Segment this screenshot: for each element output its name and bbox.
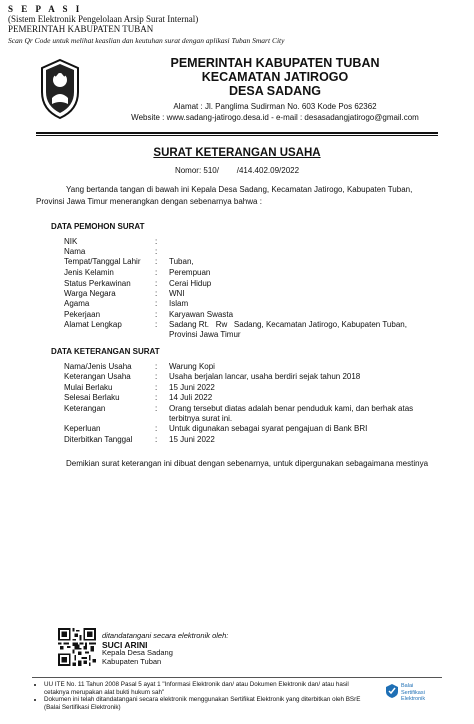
business-row: Keterangan Usaha : Usaha berjalan lancar, usaha berdiri sejak tahun 2018 [64, 372, 434, 382]
field-label: Mulai Berlaku [64, 383, 113, 392]
business-row: Nama/Jenis Usaha : Warung Kopi [64, 362, 434, 372]
field-label: Tempat/Tanggal Lahir [64, 257, 141, 266]
verification-note: Scan Qr Code untuk melihat keaslian dan keutuhan surat dengan aplikasi Tuban Smart City [8, 36, 285, 45]
footer-note: • UU ITE No. 11 Tahun 2008 Pasal 5 ayat 1 "Informasi Elektronik dan/ atau Dokumen Elektronik dan/ atau hasil cetaknya merupakan alat bukti hukum sah" [44, 681, 364, 696]
applicant-row: Pekerjaan : Karyawan Swasta [64, 310, 434, 320]
letterhead-website: Website : www.sadang-jatirogo.desa.id - e-mail : desasadangjatirogo@gmail.com [131, 113, 419, 122]
field-label: Jenis Kelamin [64, 268, 114, 277]
field-label: Nama/Jenis Usaha [64, 362, 132, 371]
field-value: 15 Juni 2022 [169, 383, 215, 392]
applicant-row: Agama : Islam [64, 299, 434, 309]
qr-code-icon [58, 628, 96, 666]
app-subtitle: (Sistem Elektronik Pengelolaan Arsip Surat Internal) [8, 14, 199, 24]
signer-region: Kabupaten Tuban [102, 656, 162, 666]
applicant-row: NIK : [64, 237, 434, 247]
bsre-logo-text: Balai [401, 683, 414, 689]
bsre-shield-icon [385, 683, 399, 699]
intro-paragraph: Yang bertanda tangan di bawah ini Kepala Desa Sadang, Kecamatan Jatirogo, Kabupaten Tuban, Provinsi Jawa Timur menerangkan dengan sebenarnya bahwa : [36, 185, 413, 206]
business-row: Mulai Berlaku : 15 Juni 2022 [64, 383, 434, 393]
e-signature-block [102, 632, 228, 666]
bsre-logo [385, 681, 445, 707]
applicant-row: Jenis Kelamin : Perempuan [64, 268, 434, 278]
field-value [169, 237, 434, 247]
field-label: Agama [64, 299, 90, 308]
tuban-emblem-icon [38, 58, 82, 120]
applicant-row: Alamat Lengkap : Sadang Rt. Rw Sadang, Kecamatan Jatirogo, Kabupaten Tuban, Provinsi Jawa Timur [64, 320, 434, 340]
letterhead-line-1: PEMERINTAH KABUPATEN TUBAN [170, 56, 380, 70]
field-value: 15 Juni 2022 [169, 435, 215, 444]
sepasi-header [8, 4, 284, 46]
field-label: Keterangan Usaha [64, 372, 131, 381]
field-label: Warga Negara [64, 289, 116, 298]
letterhead [90, 56, 460, 123]
letterhead-line-3: DESA SADANG [229, 84, 321, 98]
business-row: Diterbitkan Tanggal : 15 Juni 2022 [64, 435, 434, 445]
bsre-logo-text: Elektronik [401, 696, 426, 702]
field-value: WNI [169, 289, 185, 298]
header-divider-thin [36, 135, 438, 136]
app-org: PEMERINTAH KABUPATEN TUBAN [8, 24, 154, 34]
field-value: 14 Juli 2022 [169, 393, 213, 402]
signer-name: SUCI ARINI [102, 639, 148, 650]
applicant-row: Tempat/Tanggal Lahir : Tuban, [64, 257, 434, 267]
applicant-row: Warga Negara : WNI [64, 289, 434, 299]
field-label: Pekerjaan [64, 310, 101, 319]
field-value: Untuk digunakan sebagai syarat pengajuan di Bank BRI [169, 424, 368, 433]
letterhead-line-2: KECAMATAN JATIROGO [201, 70, 349, 84]
applicant-row: Nama : [64, 247, 434, 257]
bsre-logo-text: Sertifikasi [401, 689, 425, 696]
field-value: Usaha berjalan lancar, usaha berdiri sejak tahun 2018 [169, 372, 361, 381]
field-value: Perempuan [169, 268, 211, 277]
field-value: Karyawan Swasta [169, 310, 234, 319]
header-divider [36, 132, 438, 134]
footer-divider [32, 677, 442, 678]
field-value: Tuban, [169, 257, 194, 266]
field-label: Selesai Berlaku [64, 393, 120, 402]
signature-caption: ditandatangani secara elektronik oleh: [102, 631, 229, 640]
field-label: Nama [64, 247, 86, 256]
business-row: Selesai Berlaku : 14 Juli 2022 [64, 393, 434, 403]
applicant-row: Status Perkawinan : Cerai Hidup [64, 279, 434, 289]
field-value: Orang tersebut diatas adalah benar penduduk kami, dan berhak atas terbitnya surat ini. [169, 404, 414, 423]
footer-notes [34, 681, 364, 711]
field-label: Alamat Lengkap [64, 320, 122, 329]
field-label: Keperluan [64, 424, 101, 433]
field-value: Cerai Hidup [169, 279, 212, 288]
business-row: Keterangan : Orang tersebut diatas adalah benar penduduk kami, dan berhak atas terbitnya surat ini. [64, 404, 434, 424]
field-value: Sadang Rt. Rw Sadang, Kecamatan Jatirogo, Kabupaten Tuban, Provinsi Jawa Timur [169, 320, 410, 339]
letterhead-address: Alamat : Jl. Panglima Sudirman No. 603 Kode Pos 62362 [173, 102, 377, 111]
field-label: NIK [64, 237, 78, 246]
field-label: Keterangan [64, 404, 106, 413]
business-row: Keperluan : Untuk digunakan sebagai syarat pengajuan di Bank BRI [64, 424, 434, 434]
signer-position: Kepala Desa Sadang [102, 648, 173, 657]
document-title: SURAT KETERANGAN USAHA [153, 147, 321, 159]
section-heading-business: DATA KETERANGAN SURAT [51, 347, 160, 356]
field-label: Status Perkawinan [64, 279, 131, 288]
app-title: S E P A S I [8, 4, 83, 14]
field-value: Warung Kopi [169, 362, 215, 371]
footer-note: • Dokumen ini telah ditandatangani secara elektronik menggunakan Sertifikat Elektronik yang diterbitkan oleh BSrE (Balai Sertifikasi Elektronik) [44, 696, 364, 711]
document-number: Nomor: 510/ /414.402.09/2022 [174, 166, 300, 175]
section-heading-applicant: DATA PEMOHON SURAT [51, 222, 145, 231]
field-value [169, 247, 434, 257]
field-value: Islam [169, 299, 189, 308]
closing-paragraph: Demikian surat keterangan ini dibuat dengan sebenarnya, untuk dipergunakan sebagaimana mestinya [66, 459, 429, 468]
field-label: Diterbitkan Tanggal [64, 435, 133, 444]
